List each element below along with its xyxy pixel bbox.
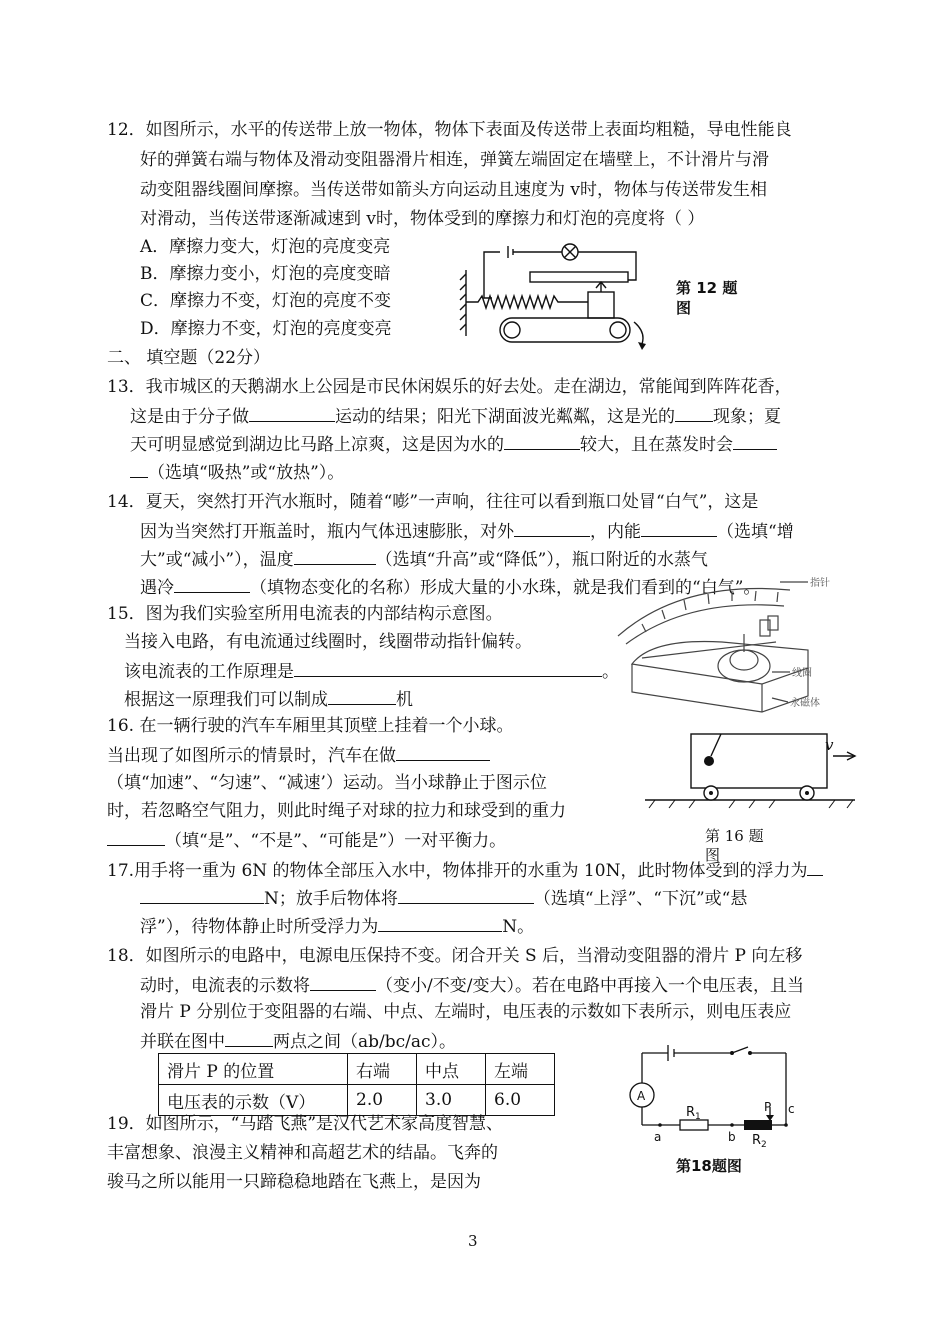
q13-line-3	[130, 431, 777, 457]
q16-velocity-label: v	[825, 736, 834, 754]
table-cell: 电压表的示数（V）	[159, 1085, 348, 1116]
q14-text: 遇冷	[140, 578, 174, 598]
q13-text: 天可明显感觉到湖边比马路上凉爽，这是因为水的	[130, 435, 504, 455]
ammeter-label: A	[637, 1089, 646, 1103]
answer-blank[interactable]	[504, 431, 580, 450]
answer-blank[interactable]	[807, 857, 823, 876]
q18-line-2	[140, 972, 804, 998]
q15-line-1: 15．图为我们实验室所用电流表的内部结构示意图。	[107, 604, 503, 624]
q13-line-4	[130, 459, 344, 485]
table-cell: 中点	[417, 1054, 486, 1085]
page-number: 3	[468, 1232, 478, 1250]
q17-line-2	[140, 885, 747, 911]
q12-option-a: A．摩擦力变大，灯泡的亮度变亮	[140, 237, 391, 257]
q16-text: 当出现了如图所示的情景时，汽车在做	[107, 746, 396, 766]
answer-blank[interactable]	[249, 403, 335, 422]
q12-option-b: B．摩擦力变小，灯泡的亮度变暗	[140, 264, 391, 284]
q18-text: 两点之间（ab/bc/ac）。	[273, 1032, 457, 1052]
answer-blank[interactable]	[107, 827, 165, 846]
q16-line-4: 时，若忽略空气阻力，则此时绳子对球的拉力和球受到的重力	[107, 801, 566, 821]
q18-circuit-figure	[620, 1045, 800, 1155]
answer-blank[interactable]	[174, 574, 250, 593]
point-a-label: a	[654, 1130, 662, 1144]
q18-text: 并联在图中	[140, 1032, 225, 1052]
answer-blank[interactable]	[733, 431, 777, 450]
table-row	[159, 1054, 555, 1085]
q15-label-coil: 线圈	[792, 668, 812, 679]
table-cell: 右端	[348, 1054, 417, 1085]
q12-conveyor-figure	[460, 240, 660, 350]
answer-blank[interactable]	[675, 403, 713, 422]
q17-text: （选填“上浮”、“下沉”或“悬	[533, 889, 748, 909]
q17-text: 浮”），待物体静止时所受浮力为	[140, 917, 379, 937]
q14-text: ，内能	[590, 522, 641, 542]
q18-line-1: 18．如图所示的电路中，电源电压保持不变。闭合开关 S 后，当滑动变阻器的滑片 P 向左移	[107, 946, 803, 966]
q19-line-2: 丰富想象、浪漫主义精神和高超艺术的结晶。飞奔的	[107, 1143, 498, 1163]
table-cell: 2.0	[348, 1085, 417, 1116]
answer-blank[interactable]	[294, 658, 602, 677]
q18-text: （变小/不变/变大）。若在电路中再接入一个电压表，且当	[376, 976, 804, 996]
q15-line-3	[124, 658, 619, 684]
answer-blank[interactable]	[641, 518, 717, 537]
q15-label-pointer: 指针	[810, 578, 830, 589]
resistor-r1-label: R	[686, 1105, 696, 1120]
q17-text: N；放手后物体将	[264, 889, 398, 909]
answer-blank[interactable]	[396, 742, 490, 761]
answer-blank[interactable]	[294, 546, 376, 565]
table-cell: 滑片 P 的位置	[159, 1054, 348, 1085]
q13-line-2	[130, 403, 781, 429]
q14-line-1: 14．夏天，突然打开汽水瓶时，随着“嘭”一声响，往往可以看到瓶口处冒“白气”，这是	[107, 492, 759, 512]
q12-line-4: 对滑动，当传送带逐渐减速到 v时，物体受到的摩擦力和灯泡的亮度将（ ）	[140, 209, 705, 229]
table-cell: 3.0	[417, 1085, 486, 1116]
q16-line-5	[107, 827, 506, 853]
q15-text: 机	[396, 690, 413, 710]
q18-line-4	[140, 1028, 456, 1054]
section-title-fill-in: 二、 填空题（22分）	[107, 348, 271, 368]
q16-line-2	[107, 742, 490, 768]
q12-line-3: 动变阻器线圈间摩擦。当传送带如箭头方向运动且速度为 v时，物体与传送带发生相	[140, 180, 768, 200]
q15-ammeter-figure	[612, 572, 852, 720]
q18-line-3: 滑片 P 分别位于变阻器的右端、中点、左端时，电压表的示数如下表所示，则电压表应	[140, 1002, 792, 1022]
answer-blank[interactable]	[328, 686, 396, 705]
q15-label-magnet: 永磁体	[790, 698, 820, 709]
q16-line-3: （填“加速”、“匀速”、“减速’）运动。当小球静止于图示位	[107, 773, 547, 793]
q16-figure-caption-end: 图	[705, 846, 721, 864]
q16-line-1: 16. 在一辆行驶的汽车车厢里其顶壁上挂着一个小球。	[107, 716, 514, 736]
q13-text: （选填“吸热”或“放热”）。	[148, 463, 345, 483]
slider-p-label: P	[764, 1100, 772, 1114]
q17-text: 17.用手将一重为 6N 的物体全部压入水中，物体排开的水重为 10N，此时物体受到的浮力为	[107, 861, 808, 881]
q16-text: （填“是”、“不是”、“可能是”）一对平衡力。	[165, 831, 507, 851]
q12-option-d: D．摩擦力不变，灯泡的亮度变亮	[140, 319, 392, 339]
q14-text: 因为当突然打开瓶盖时，瓶内气体迅速膨胀，对外	[140, 522, 514, 542]
q13-text: 这是由于分子做	[130, 407, 249, 427]
answer-blank[interactable]	[310, 972, 376, 991]
answer-blank[interactable]	[130, 459, 148, 478]
q15-line-2: 当接入电路，有电流通过线圈时，线圈带动指针偏转。	[124, 632, 532, 652]
resistor-r1-subscript: 1	[695, 1112, 701, 1122]
q12-figure-caption: 第 12 题	[676, 279, 738, 297]
point-c-label: c	[788, 1102, 795, 1116]
q12-line-2: 好的弹簧右端与物体及滑动变阻器滑片相连，弹簧左端固定在墙壁上，不计滑片与滑	[140, 150, 769, 170]
q13-text: 运动的结果；阳光下湖面波光粼粼，这是光的	[335, 407, 675, 427]
q14-line-3	[140, 546, 708, 572]
q18-figure-caption: 第18题图	[676, 1157, 742, 1175]
q15-text: 。	[602, 662, 619, 682]
answer-blank[interactable]	[514, 518, 590, 537]
q15-line-4	[124, 686, 413, 712]
q14-text: （填物态变化的名称）形成大量的小水珠，就是我们看到的“白气”。	[250, 578, 761, 598]
q13-text: 现象；夏	[713, 407, 781, 427]
q14-text: （选填“升高”或“降低”），瓶口附近的水蒸气	[375, 550, 708, 570]
q17-line-3	[140, 913, 534, 939]
q18-text: 动时，电流表的示数将	[140, 976, 310, 996]
q16-car-figure	[645, 730, 855, 810]
q19-line-1: 19．如图所示，“马踏飞燕”是汉代艺术家高度智慧、	[107, 1114, 504, 1134]
q17-text: N。	[502, 917, 535, 937]
q19-line-3: 骏马之所以能用一只蹄稳稳地踏在飞燕上，是因为	[107, 1172, 481, 1192]
q18-voltage-table	[158, 1053, 555, 1116]
q16-figure-caption: 第 16 题	[705, 827, 764, 845]
q12-line-1: 12．如图所示，水平的传送带上放一物体，物体下表面及传送带上表面均粗糙，导电性能良	[107, 120, 792, 140]
q14-text: 大”或“减小”），温度	[140, 550, 294, 570]
q15-text: 根据这一原理我们可以制成	[124, 690, 328, 710]
table-cell: 左端	[486, 1054, 555, 1085]
q15-text: 该电流表的工作原理是	[124, 662, 294, 682]
q13-text: 较大，且在蒸发时会	[580, 435, 733, 455]
answer-blank[interactable]	[378, 913, 502, 932]
rheostat-r2-label: R	[752, 1133, 762, 1148]
point-b-label: b	[728, 1130, 736, 1144]
answer-blank[interactable]	[398, 885, 534, 904]
rheostat-r2-subscript: 2	[761, 1140, 767, 1150]
q12-option-c: C．摩擦力不变，灯泡的亮度不变	[140, 291, 392, 311]
q14-line-2	[140, 518, 794, 544]
table-row	[159, 1085, 555, 1116]
answer-blank[interactable]	[140, 885, 264, 904]
q17-line-1	[107, 857, 823, 883]
answer-blank[interactable]	[225, 1028, 273, 1047]
table-cell: 6.0	[486, 1085, 555, 1116]
q14-text: （选填“增	[717, 522, 794, 542]
q12-figure-caption-end: 图	[676, 299, 692, 317]
q13-line-1: 13．我市城区的天鹅湖水上公园是市民休闲娱乐的好去处。走在湖边，常能闻到阵阵花香，	[107, 377, 792, 397]
